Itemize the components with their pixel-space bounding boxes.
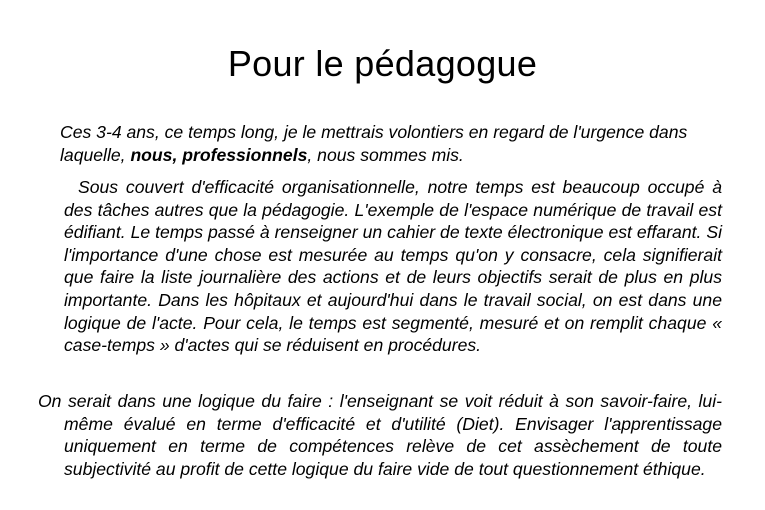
paragraph-1 <box>60 121 724 166</box>
slide-title: Pour le pédagogue <box>227 43 538 84</box>
paragraph-1-end: , nous sommes mis. <box>307 144 464 165</box>
paragraph-1-text: Ces 3-4 ans, ce temps long, je le mettrais volontiers en regard de l'urgence dans laquelle, <box>60 122 688 165</box>
paragraph-1-emphasis: nous, professionnels <box>130 144 308 165</box>
paragraph-3: On serait dans une logique du faire : l'enseignant se voit réduit à son savoir-faire, lui-même évalué en terme d'efficacité et d'utilité (Diet). Envisager l'apprentissage uniquement en terme de compétences relève de cet assèchement de toute subjectivité au profit de cette logique du faire vide de tout questionnement éthique. <box>38 391 722 479</box>
paragraph-2: Sous couvert d'efficacité organisationnelle, notre temps est beaucoup occupé à des tâches autres que la pédagogie. L'exemple de l'espace numérique de travail est édifiant. Le temps passé à renseigner un cahier de texte électronique est effarant. Si l'importance d'une chose est mesurée au temps qu'on y consacre, cela signifierait que faire la liste journalière des actions et de leurs objectifs serait de plus en plus importante. Dans les hôpitaux et aujourd'hui dans le travail social, on est dans une logique de l'acte. Pour cela, le temps est segmenté, mesuré et on remplit chaque « case-temps » d'actes qui se réduisent en procédures. <box>64 177 722 356</box>
